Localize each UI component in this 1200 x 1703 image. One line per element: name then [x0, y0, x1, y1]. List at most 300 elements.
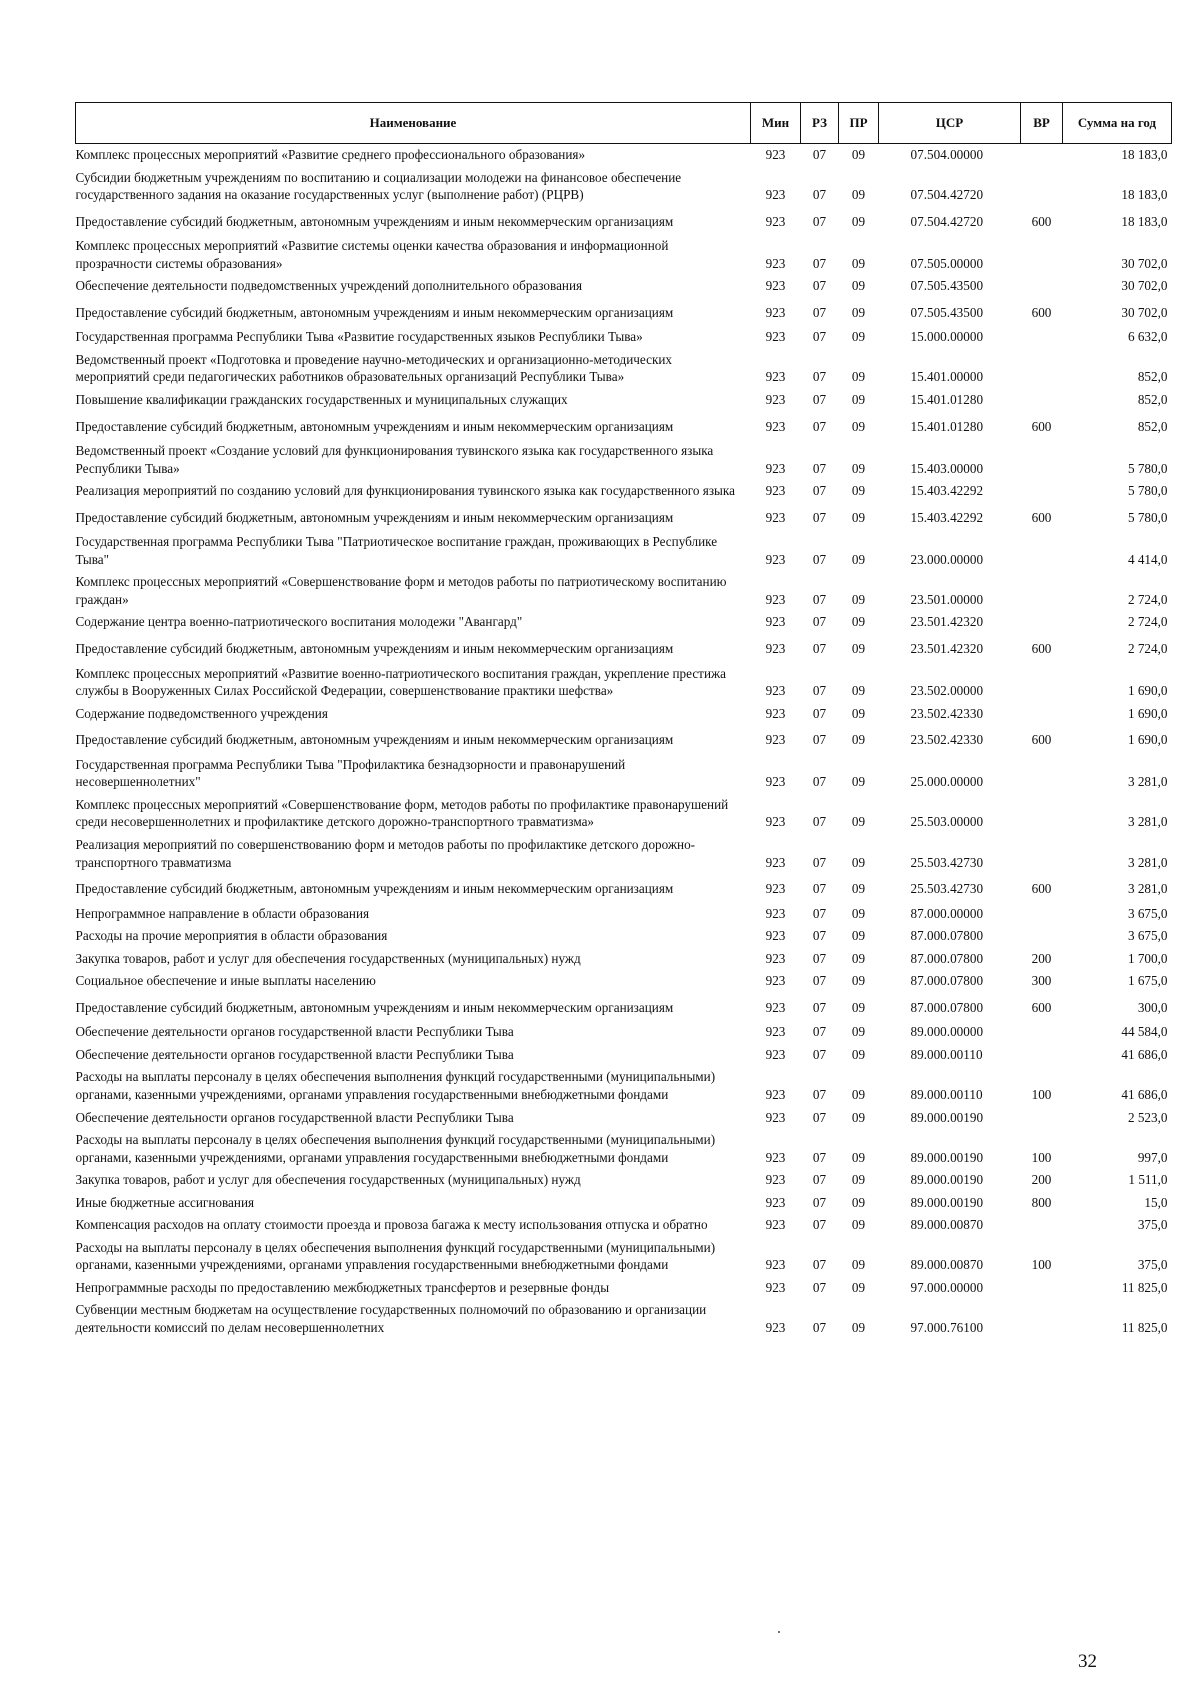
cell-vr	[1021, 571, 1063, 611]
cell-name: Ведомственный проект «Создание условий для функционирования тувинского языка как государственного языка Республики Тыва»	[75, 443, 714, 476]
cell-pr: 09	[851, 1024, 866, 1040]
cell-min: 923	[765, 509, 786, 525]
cell-vr: 200	[1031, 950, 1052, 966]
cell-csr: 89.000.00190	[910, 1109, 984, 1125]
cell-rz: 07	[812, 255, 827, 271]
cell-min: 923	[765, 1319, 786, 1335]
cell-min: 923	[765, 854, 786, 870]
cell-sum: 30 702,0	[1121, 255, 1168, 271]
cell-vr: 600	[1031, 304, 1052, 320]
cell-pr: 09	[851, 551, 866, 567]
cell-min: 923	[765, 814, 786, 830]
cell-pr: 09	[851, 213, 866, 229]
cell-sum: 11 825,0	[1121, 1319, 1168, 1335]
cell-csr: 15.403.42292	[910, 483, 984, 499]
cell-name: Расходы на выплаты персоналу в целях обеспечения выполнения функций государственными (муниципальными) органами, казенными учреждениями, органами управления государственными внебюджетными фондами	[75, 1069, 716, 1102]
header-vr: ВР	[1021, 103, 1063, 144]
table-row	[76, 725, 1172, 754]
cell-csr: 25.503.42730	[910, 881, 984, 897]
header-rz: РЗ	[801, 103, 839, 144]
table-row	[76, 1066, 1172, 1106]
cell-pr: 09	[851, 614, 866, 630]
cell-rz: 07	[812, 1086, 827, 1102]
cell-name: Комплекс процессных мероприятий «Совершенствование форм, методов работы по профилактике правонарушений среди несовершеннолетних и профилактике детского дорожно-транспортного травматизма»	[75, 796, 729, 830]
cell-rz: 07	[812, 1319, 827, 1335]
cell-vr	[1021, 531, 1063, 571]
cell-sum: 5 780,0	[1127, 460, 1168, 476]
cell-csr: 25.503.42730	[910, 854, 984, 870]
cell-sum: 41 686,0	[1121, 1046, 1168, 1062]
cell-name: Комплекс процессных мероприятий «Развитие среднего профессионального образования»	[75, 147, 586, 162]
table-row	[76, 1192, 1172, 1215]
cell-rz: 07	[812, 591, 827, 607]
table-row	[76, 503, 1172, 532]
cell-sum: 1 690,0	[1127, 705, 1168, 721]
cell-sum: 5 780,0	[1127, 509, 1168, 525]
cell-name: Предоставление субсидий бюджетным, автономным учреждениям и иным некоммерческим организациям	[75, 418, 674, 434]
cell-name: Содержание подведомственного учреждения	[75, 705, 328, 721]
cell-csr: 23.501.42320	[910, 641, 984, 657]
cell-rz: 07	[812, 950, 827, 966]
table-row	[76, 1237, 1172, 1277]
cell-sum: 997,0	[1137, 1149, 1168, 1165]
cell-name: Предоставление субсидий бюджетным, автономным учреждениям и иным некоммерческим организациям	[75, 213, 674, 229]
cell-vr	[1021, 275, 1063, 298]
cell-vr: 100	[1031, 1086, 1052, 1102]
cell-vr: 600	[1031, 418, 1052, 434]
cell-vr	[1021, 754, 1063, 794]
cell-min: 923	[765, 187, 786, 203]
cell-sum: 6 632,0	[1127, 329, 1168, 345]
cell-name: Предоставление субсидий бюджетным, автономным учреждениям и иным некоммерческим организациям	[75, 732, 674, 748]
cell-vr	[1021, 326, 1063, 349]
cell-rz: 07	[812, 147, 827, 162]
cell-rz: 07	[812, 1279, 827, 1295]
cell-sum: 30 702,0	[1121, 304, 1168, 320]
cell-rz: 07	[812, 905, 827, 921]
cell-csr: 23.502.42330	[910, 705, 984, 721]
cell-min: 923	[765, 278, 786, 294]
cell-rz: 07	[812, 392, 827, 408]
cell-min: 923	[765, 304, 786, 320]
cell-csr: 15.403.00000	[910, 460, 984, 476]
cell-min: 923	[765, 881, 786, 897]
cell-csr: 97.000.00000	[910, 1279, 984, 1295]
cell-vr	[1021, 1044, 1063, 1067]
cell-rz: 07	[812, 1046, 827, 1062]
cell-rz: 07	[812, 509, 827, 525]
cell-sum: 852,0	[1137, 369, 1168, 385]
table-row	[76, 993, 1172, 1022]
cell-csr: 89.000.00870	[910, 1257, 984, 1273]
cell-csr: 89.000.00190	[910, 1172, 984, 1188]
cell-rz: 07	[812, 999, 827, 1015]
cell-vr	[1021, 1021, 1063, 1044]
cell-min: 923	[765, 551, 786, 567]
table-row	[76, 235, 1172, 275]
cell-pr: 09	[851, 304, 866, 320]
cell-min: 923	[765, 147, 786, 162]
table-row	[76, 874, 1172, 903]
cell-vr: 600	[1031, 509, 1052, 525]
cell-vr	[1021, 611, 1063, 634]
cell-vr	[1021, 235, 1063, 275]
cell-csr: 87.000.07800	[910, 999, 984, 1015]
cell-csr: 23.502.00000	[910, 683, 984, 699]
table-row	[76, 611, 1172, 634]
cell-vr: 800	[1031, 1194, 1052, 1210]
cell-name: Реализация мероприятий по совершенствованию форм и методов работы по профилактике детского дорожно-транспортного травматизма	[75, 836, 696, 870]
cell-rz: 07	[812, 213, 827, 229]
cell-rz: 07	[812, 854, 827, 870]
cell-rz: 07	[812, 418, 827, 434]
cell-sum: 4 414,0	[1127, 551, 1168, 567]
cell-pr: 09	[851, 1194, 866, 1210]
cell-name: Закупка товаров, работ и услуг для обеспечения государственных (муниципальных) нужд	[75, 950, 581, 966]
cell-name: Обеспечение деятельности органов государственной власти Республики Тыва	[75, 1024, 514, 1040]
cell-name: Расходы на выплаты персоналу в целях обеспечения выполнения функций государственными (муниципальными) органами, казенными учреждениями, органами управления государственными внебюджетными фондами	[75, 1239, 716, 1273]
cell-csr: 07.504.42720	[910, 213, 984, 229]
cell-sum: 852,0	[1137, 392, 1168, 408]
cell-csr: 15.401.01280	[910, 392, 984, 408]
table-row	[76, 207, 1172, 236]
cell-sum: 375,0	[1137, 1217, 1168, 1233]
cell-sum: 1 700,0	[1127, 950, 1168, 966]
cell-name: Закупка товаров, работ и услуг для обеспечения государственных (муниципальных) нужд	[75, 1172, 581, 1188]
cell-pr: 09	[851, 591, 866, 607]
cell-vr	[1021, 703, 1063, 726]
cell-csr: 87.000.00000	[910, 905, 984, 921]
cell-sum: 5 780,0	[1127, 483, 1168, 499]
table-row	[76, 275, 1172, 298]
cell-sum: 3 281,0	[1127, 814, 1168, 830]
cell-pr: 09	[851, 460, 866, 476]
cell-min: 923	[765, 460, 786, 476]
cell-pr: 09	[851, 1109, 866, 1125]
cell-pr: 09	[851, 774, 866, 790]
cell-min: 923	[765, 1149, 786, 1165]
cell-pr: 09	[851, 1257, 866, 1273]
table-row	[76, 1107, 1172, 1130]
cell-rz: 07	[812, 1109, 827, 1125]
cell-rz: 07	[812, 928, 827, 944]
cell-pr: 09	[851, 278, 866, 294]
cell-min: 923	[765, 905, 786, 921]
table-row	[76, 440, 1172, 480]
table-row	[76, 1129, 1172, 1169]
cell-name: Обеспечение деятельности подведомственных учреждений дополнительного образования	[75, 278, 583, 294]
table-body	[76, 144, 1172, 1340]
table-row	[76, 903, 1172, 926]
cell-pr: 09	[851, 1279, 866, 1295]
table-row	[76, 144, 1172, 167]
cell-name: Предоставление субсидий бюджетным, автономным учреждениям и иным некоммерческим организациям	[75, 881, 674, 897]
cell-pr: 09	[851, 483, 866, 499]
cell-pr: 09	[851, 928, 866, 944]
cell-vr	[1021, 834, 1063, 874]
cell-pr: 09	[851, 973, 866, 989]
cell-rz: 07	[812, 683, 827, 699]
table-row	[76, 754, 1172, 794]
cell-min: 923	[765, 1279, 786, 1295]
cell-min: 923	[765, 774, 786, 790]
cell-vr	[1021, 1277, 1063, 1300]
cell-pr: 09	[851, 814, 866, 830]
cell-rz: 07	[812, 483, 827, 499]
cell-min: 923	[765, 369, 786, 385]
cell-rz: 07	[812, 814, 827, 830]
cell-vr	[1021, 903, 1063, 926]
table-row	[76, 349, 1172, 389]
cell-min: 923	[765, 1086, 786, 1102]
cell-name: Непрограммное направление в области образования	[75, 905, 370, 921]
table-row	[76, 1299, 1172, 1339]
cell-vr	[1021, 349, 1063, 389]
table-row	[76, 412, 1172, 441]
cell-sum: 2 724,0	[1127, 614, 1168, 630]
cell-sum: 300,0	[1137, 999, 1168, 1015]
cell-pr: 09	[851, 881, 866, 897]
cell-min: 923	[765, 1217, 786, 1233]
cell-pr: 09	[851, 950, 866, 966]
cell-min: 923	[765, 329, 786, 345]
cell-csr: 23.501.42320	[910, 614, 984, 630]
cell-rz: 07	[812, 732, 827, 748]
cell-rz: 07	[812, 614, 827, 630]
cell-sum: 3 281,0	[1127, 881, 1168, 897]
cell-name: Комплекс процессных мероприятий «Совершенствование форм и методов работы по патриотическому воспитанию граждан»	[75, 574, 727, 607]
cell-name: Предоставление субсидий бюджетным, автономным учреждениям и иным некоммерческим организациям	[75, 304, 674, 320]
cell-csr: 15.000.00000	[910, 329, 984, 345]
budget-table	[75, 102, 1172, 1340]
cell-vr	[1021, 1214, 1063, 1237]
cell-vr: 200	[1031, 1172, 1052, 1188]
cell-pr: 09	[851, 1172, 866, 1188]
cell-rz: 07	[812, 973, 827, 989]
cell-min: 923	[765, 1024, 786, 1040]
table-row	[76, 1277, 1172, 1300]
cell-sum: 2 724,0	[1127, 641, 1168, 657]
cell-min: 923	[765, 614, 786, 630]
cell-csr: 15.403.42292	[910, 509, 984, 525]
cell-name: Социальное обеспечение и иные выплаты населению	[75, 973, 376, 989]
cell-min: 923	[765, 213, 786, 229]
cell-sum: 1 675,0	[1127, 973, 1168, 989]
cell-name: Компенсация расходов на оплату стоимости проезда и провоза багажа к месту использования отпуска и обратно	[75, 1217, 708, 1233]
cell-rz: 07	[812, 1217, 827, 1233]
cell-sum: 1 511,0	[1128, 1172, 1168, 1188]
table-row	[76, 948, 1172, 971]
cell-vr	[1021, 794, 1063, 834]
scan-speck	[778, 1631, 780, 1633]
cell-name: Комплекс процессных мероприятий «Развитие системы оценки качества образования и информационной прозрачности системы образования»	[75, 238, 669, 271]
table-row	[76, 663, 1172, 703]
header-sum: Сумма на год	[1063, 103, 1172, 144]
cell-rz: 07	[812, 1194, 827, 1210]
cell-pr: 09	[851, 1086, 866, 1102]
cell-csr: 07.504.00000	[910, 147, 984, 162]
cell-csr: 89.000.00110	[910, 1046, 983, 1062]
cell-pr: 09	[851, 255, 866, 271]
cell-name: Реализация мероприятий по созданию условий для функционирования тувинского языка как государственного языка	[75, 483, 735, 499]
cell-name: Субсидии бюджетным учреждениям по воспитанию и социализации молодежи на финансовое обеспечение государственного задания на оказание государственных услуг (выполнение работ) (РЦРВ)	[75, 169, 682, 203]
cell-csr: 23.000.00000	[910, 551, 984, 567]
table-header	[76, 103, 1172, 144]
cell-csr: 87.000.07800	[910, 928, 984, 944]
cell-sum: 15,0	[1144, 1194, 1168, 1210]
cell-name: Комплекс процессных мероприятий «Развитие военно-патриотического воспитания граждан, укрепление престижа службы в Вооруженных Силах Российской Федерации, совершенствование практики шефства»	[75, 665, 726, 699]
header-pr: ПР	[839, 103, 879, 144]
cell-name: Государственная программа Республики Тыва «Развитие государственных языков Республики Тыва»	[75, 329, 643, 345]
cell-name: Расходы на прочие мероприятия в области образования	[75, 928, 388, 944]
cell-name: Обеспечение деятельности органов государственной власти Республики Тыва	[75, 1046, 514, 1062]
cell-min: 923	[765, 483, 786, 499]
cell-pr: 09	[851, 147, 866, 162]
cell-name: Расходы на выплаты персоналу в целях обеспечения выполнения функций государственными (муниципальными) органами, казенными учреждениями, органами управления государственными внебюджетными фондами	[75, 1132, 716, 1165]
cell-name: Предоставление субсидий бюджетным, автономным учреждениям и иным некоммерческим организациям	[75, 641, 674, 657]
cell-pr: 09	[851, 683, 866, 699]
table-row	[76, 480, 1172, 503]
cell-csr: 25.503.00000	[910, 814, 984, 830]
table-row	[76, 326, 1172, 349]
table-row	[76, 571, 1172, 611]
cell-min: 923	[765, 641, 786, 657]
cell-csr: 23.502.42330	[910, 732, 984, 748]
cell-pr: 09	[851, 1217, 866, 1233]
cell-rz: 07	[812, 187, 827, 203]
page-number: 32	[1078, 1651, 1097, 1672]
cell-rz: 07	[812, 1172, 827, 1188]
cell-min: 923	[765, 1194, 786, 1210]
header-name: Наименование	[76, 103, 751, 144]
cell-csr: 89.000.00870	[910, 1217, 984, 1233]
cell-csr: 07.505.43500	[910, 304, 984, 320]
table-row	[76, 167, 1172, 207]
cell-vr: 100	[1031, 1149, 1052, 1165]
cell-rz: 07	[812, 1257, 827, 1273]
cell-sum: 18 183,0	[1121, 187, 1168, 203]
cell-sum: 3 675,0	[1127, 905, 1168, 921]
cell-min: 923	[765, 255, 786, 271]
cell-min: 923	[765, 392, 786, 408]
cell-vr	[1021, 167, 1063, 207]
table-row	[76, 389, 1172, 412]
cell-pr: 09	[851, 369, 866, 385]
cell-rz: 07	[812, 551, 827, 567]
cell-csr: 89.000.00190	[910, 1194, 984, 1210]
cell-sum: 44 584,0	[1121, 1024, 1168, 1040]
cell-vr: 600	[1031, 732, 1052, 748]
cell-name: Обеспечение деятельности органов государственной власти Республики Тыва	[75, 1109, 514, 1125]
cell-pr: 09	[851, 392, 866, 408]
cell-name: Предоставление субсидий бюджетным, автономным учреждениям и иным некоммерческим организациям	[75, 509, 674, 525]
cell-vr	[1021, 925, 1063, 948]
cell-sum: 1 690,0	[1127, 683, 1168, 699]
header-row	[76, 103, 1172, 144]
cell-name: Предоставление субсидий бюджетным, автономным учреждениям и иным некоммерческим организациям	[75, 999, 674, 1015]
cell-vr: 600	[1031, 213, 1052, 229]
header-min: Мин	[751, 103, 801, 144]
table-row	[76, 634, 1172, 663]
table-row	[76, 531, 1172, 571]
cell-pr: 09	[851, 509, 866, 525]
cell-vr: 600	[1031, 881, 1052, 897]
cell-csr: 89.000.00000	[910, 1024, 984, 1040]
cell-vr	[1021, 1107, 1063, 1130]
table-row	[76, 970, 1172, 993]
table-row	[76, 298, 1172, 327]
cell-csr: 87.000.07800	[910, 973, 984, 989]
cell-vr	[1021, 663, 1063, 703]
cell-pr: 09	[851, 187, 866, 203]
cell-name: Иные бюджетные ассигнования	[75, 1194, 255, 1210]
cell-rz: 07	[812, 304, 827, 320]
table-row	[76, 794, 1172, 834]
cell-csr: 89.000.00190	[910, 1149, 984, 1165]
cell-pr: 09	[851, 1046, 866, 1062]
cell-csr: 87.000.07800	[910, 950, 984, 966]
cell-csr: 97.000.76100	[910, 1319, 984, 1335]
cell-rz: 07	[812, 1024, 827, 1040]
cell-sum: 41 686,0	[1121, 1086, 1168, 1102]
table-row	[76, 703, 1172, 726]
cell-sum: 2 724,0	[1127, 591, 1168, 607]
cell-min: 923	[765, 950, 786, 966]
cell-pr: 09	[851, 1149, 866, 1165]
cell-min: 923	[765, 591, 786, 607]
cell-csr: 25.000.00000	[910, 774, 984, 790]
cell-pr: 09	[851, 1319, 866, 1335]
cell-min: 923	[765, 999, 786, 1015]
cell-rz: 07	[812, 369, 827, 385]
cell-min: 923	[765, 683, 786, 699]
cell-sum: 3 281,0	[1127, 774, 1168, 790]
cell-sum: 1 690,0	[1127, 732, 1168, 748]
cell-rz: 07	[812, 774, 827, 790]
cell-min: 923	[765, 1046, 786, 1062]
cell-min: 923	[765, 418, 786, 434]
cell-vr	[1021, 389, 1063, 412]
cell-name: Содержание центра военно-патриотического воспитания молодежи "Авангард"	[75, 614, 523, 630]
cell-sum: 18 183,0	[1121, 213, 1168, 229]
cell-csr: 07.505.00000	[910, 255, 984, 271]
cell-pr: 09	[851, 705, 866, 721]
cell-rz: 07	[812, 705, 827, 721]
table-row	[76, 1214, 1172, 1237]
cell-sum: 852,0	[1137, 418, 1168, 434]
cell-vr: 100	[1031, 1257, 1052, 1273]
cell-min: 923	[765, 1109, 786, 1125]
cell-name: Государственная программа Республики Тыва "Патриотическое воспитание граждан, проживающих в Республике Тыва"	[75, 534, 718, 567]
cell-rz: 07	[812, 641, 827, 657]
cell-min: 923	[765, 928, 786, 944]
cell-pr: 09	[851, 418, 866, 434]
cell-sum: 18 183,0	[1121, 147, 1168, 162]
cell-vr	[1021, 1299, 1063, 1339]
cell-name: Ведомственный проект «Подготовка и проведение научно-методических и организационно-методических мероприятий среди педагогических работников образовательных организаций Республики Тыва»	[75, 351, 673, 385]
cell-rz: 07	[812, 1149, 827, 1165]
cell-name: Государственная программа Республики Тыва "Профилактика безнадзорности и правонарушений несовершеннолетних"	[75, 756, 626, 790]
cell-csr: 23.501.00000	[910, 591, 984, 607]
table-row	[76, 1021, 1172, 1044]
table-row	[76, 1169, 1172, 1192]
cell-sum: 375,0	[1137, 1257, 1168, 1273]
cell-csr: 07.504.42720	[910, 187, 984, 203]
cell-vr	[1021, 480, 1063, 503]
cell-vr	[1021, 440, 1063, 480]
cell-pr: 09	[851, 329, 866, 345]
table-row	[76, 834, 1172, 874]
